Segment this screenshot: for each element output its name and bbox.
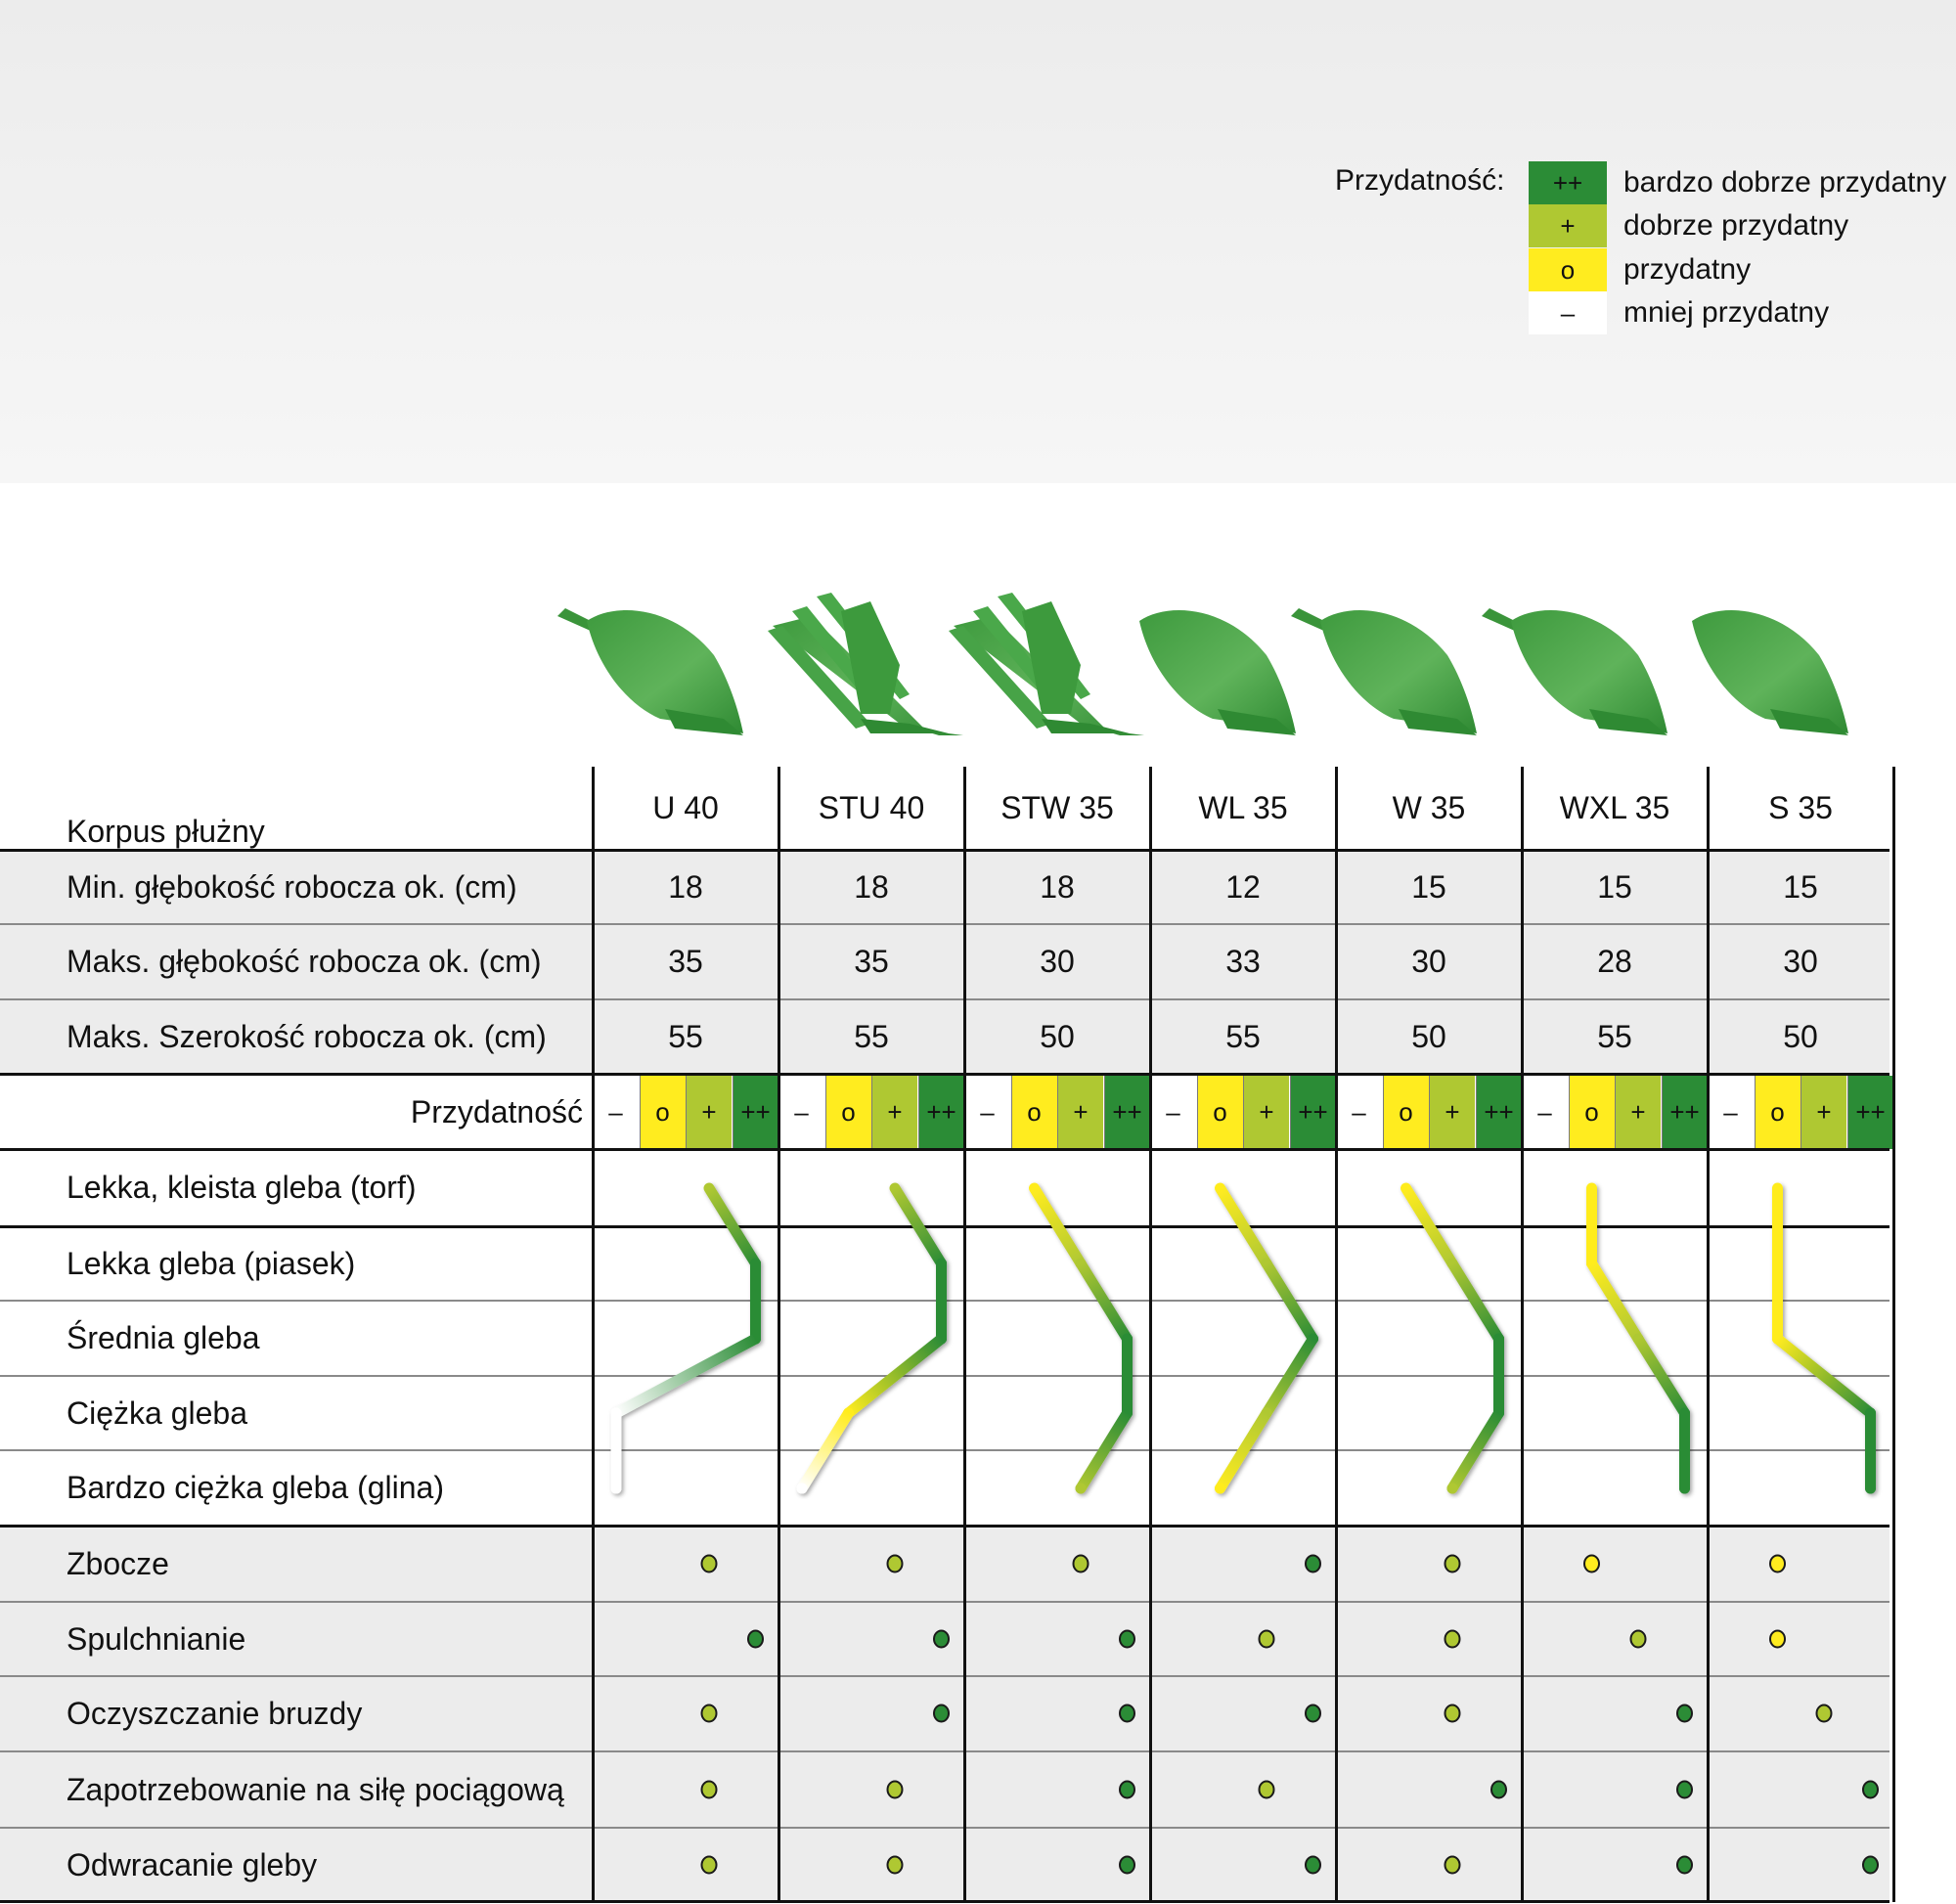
curve-segment [1452,1413,1499,1488]
scale-cell: – [1336,1076,1382,1149]
spec-cell: 18 [854,868,889,905]
rating-dot [1445,1631,1460,1648]
curve-segment [1221,1413,1267,1488]
column-header: U 40 [652,790,719,825]
scale-cell: ++ [733,1076,778,1149]
curve-segment [1035,1188,1082,1263]
rating-dot [1584,1556,1599,1572]
scale-cell: + [1057,1076,1103,1149]
scale-cell: + [1429,1076,1475,1149]
rating-dot [702,1556,717,1572]
spec-cell: 50 [1411,1018,1446,1054]
rating-dot [1817,1705,1832,1722]
rating-dot [1260,1631,1274,1648]
curve-joint [1076,1483,1087,1494]
rating-dot [702,1782,717,1798]
curve-segment [1778,1339,1871,1413]
column-header: W 35 [1392,790,1466,825]
rating-dot [1677,1857,1692,1874]
curve-joint [1679,1483,1690,1494]
curve-segment [895,1188,942,1263]
scale-cell: o [1383,1076,1429,1149]
rating-dot [1445,1857,1460,1874]
suitability-curve-wxl-35 [1586,1188,1690,1494]
scale-cell: o [640,1076,686,1149]
scale-cell: o [825,1076,871,1149]
spec-cell: 30 [1411,944,1446,979]
suitability-curve-s-35 [1772,1188,1876,1494]
rating-dot [1863,1782,1878,1798]
scale-cell: ++ [1476,1076,1522,1149]
rating-dot [1677,1705,1692,1722]
curve-joint [797,1483,808,1494]
scale-cell: o [1755,1076,1800,1149]
rating-dot [888,1556,903,1572]
header-label: Korpus płużny [67,814,265,849]
rating-dot [1677,1782,1692,1798]
rating-dot [1120,1631,1134,1648]
spec-cell: 50 [1040,1018,1075,1054]
legend-label-suitable: przydatny [1623,253,1752,286]
curve-joint [1865,1483,1876,1494]
suitability-curve-w-35 [1406,1188,1505,1494]
spec-cell: 55 [1597,1018,1632,1054]
rating-dot [1770,1556,1785,1572]
soil-label-clay: Bardzo ciężka gleba (glina) [67,1470,444,1505]
spec-cell: 15 [1411,868,1446,905]
column-header: STW 35 [1000,790,1114,825]
legend-label-less: mniej przydatny [1623,296,1830,329]
scale-cell: – [964,1076,1010,1149]
soil-label-sand: Lekka gleba (piasek) [67,1245,356,1281]
rating-dot [1445,1556,1460,1572]
scale-cell: – [593,1076,639,1149]
rating-dot [1631,1631,1646,1648]
curve-segment [1406,1188,1453,1263]
spec-cell: 15 [1597,868,1632,905]
curve-segment [1221,1188,1267,1263]
curve-segment [1081,1263,1128,1339]
rating-dot [888,1782,903,1798]
spec-cell: 12 [1225,868,1261,905]
scale-cell: + [871,1076,917,1149]
spec-cell: 30 [1040,944,1075,979]
scale-cell: – [1522,1076,1568,1149]
spec-cell: 35 [668,944,703,979]
rating-dot [748,1631,763,1648]
spec-cell: 35 [854,944,889,979]
curve-segment [1267,1263,1313,1339]
row-label-min-depth: Min. głębokość robocza ok. (cm) [67,868,517,905]
spec-cell: 18 [1040,868,1075,905]
curve-segment [616,1339,756,1413]
scale-cell: + [686,1076,732,1149]
curve-segment [1267,1339,1313,1413]
rating-dot [702,1705,717,1722]
scale-cell: ++ [1662,1076,1708,1149]
column-header: WXL 35 [1559,790,1670,825]
rating-dot [1770,1631,1785,1648]
legend-label-good: dobrze przydatny [1623,209,1849,242]
soil-label-medium: Średnia gleba [67,1320,260,1355]
legend-swatch-suitable: o [1529,248,1607,291]
scale-label: Przydatność [410,1094,583,1129]
feature-label-soil-inversion: Odwracanie gleby [67,1846,318,1882]
rating-dot [1306,1705,1320,1722]
column-header: WL 35 [1198,790,1288,825]
feature-label-furrow-cleaning: Oczyszczanie bruzdy [67,1696,363,1731]
soil-label-peat: Lekka, kleista gleba (torf) [67,1170,417,1205]
legend-label-very-good: bardzo dobrze przydatny [1623,166,1947,199]
scale-cell: o [1011,1076,1057,1149]
feature-label-loosening: Spulchnianie [67,1620,246,1657]
curve-segment [802,1413,849,1488]
rating-dot [1074,1556,1089,1572]
rating-dot [1445,1705,1460,1722]
curve-segment [1638,1339,1685,1413]
rating-dot [1863,1857,1878,1874]
scale-cell: ++ [1290,1076,1336,1149]
rating-dot [1306,1857,1320,1874]
curve-segment [1452,1263,1499,1339]
spec-cell: 30 [1783,944,1818,979]
feature-label-slope: Zbocze [67,1545,169,1581]
legend-swatch-very-good: ++ [1529,161,1607,204]
curve-joint [611,1483,622,1494]
spec-cell: 33 [1225,944,1261,979]
legend-swatch-less: – [1529,291,1607,334]
rating-dot [1120,1782,1134,1798]
curve-segment [849,1339,942,1413]
scale-cell: o [1569,1076,1615,1149]
scale-cell: o [1197,1076,1243,1149]
row-label-max-width: Maks. Szerokość robocza ok. (cm) [67,1018,547,1054]
scale-cell: – [1708,1076,1754,1149]
spec-cell: 55 [1225,1018,1261,1054]
spec-cell: 55 [668,1018,703,1054]
rating-dot [934,1705,949,1722]
rating-dot [888,1857,903,1874]
scale-cell: ++ [1104,1076,1150,1149]
curve-segment [1081,1413,1128,1488]
scale-cell: + [1615,1076,1661,1149]
rating-dot [1120,1705,1134,1722]
rating-dot [934,1631,949,1648]
curve-segment [1592,1263,1639,1339]
column-header: STU 40 [818,790,925,825]
column-header: S 35 [1768,790,1833,825]
rating-dot [1306,1556,1320,1572]
scale-cell: ++ [1847,1076,1893,1149]
spec-cell: 28 [1597,944,1632,979]
suitability-curve-stu-40 [797,1188,948,1494]
spec-cell: 18 [668,868,703,905]
soil-label-heavy: Ciężka gleba [67,1395,247,1431]
suitability-curve-stw-35 [1035,1188,1134,1494]
rating-dot [1491,1782,1506,1798]
scale-cell: + [1800,1076,1846,1149]
scale-cell: – [778,1076,824,1149]
scale-cell: – [1150,1076,1196,1149]
curve-joint [1215,1483,1225,1494]
spec-cell: 15 [1783,868,1818,905]
suitability-curve-wl-35 [1215,1188,1318,1494]
rating-dot [1260,1782,1274,1798]
suitability-curve-u-40 [611,1188,762,1494]
rating-dot [1120,1857,1134,1874]
scale-cell: + [1243,1076,1289,1149]
curve-joint [1447,1483,1458,1494]
scale-cell: ++ [918,1076,964,1149]
feature-label-draft-force: Zapotrzebowanie na siłę pociągową [67,1771,564,1807]
legend-title: Przydatność: [1335,164,1505,197]
curve-segment [709,1188,756,1263]
rating-dot [702,1857,717,1874]
spec-cell: 55 [854,1018,889,1054]
spec-cell: 50 [1783,1018,1818,1054]
row-label-max-depth: Maks. głębokość robocza ok. (cm) [67,944,542,979]
legend-swatch-good: + [1529,204,1607,247]
